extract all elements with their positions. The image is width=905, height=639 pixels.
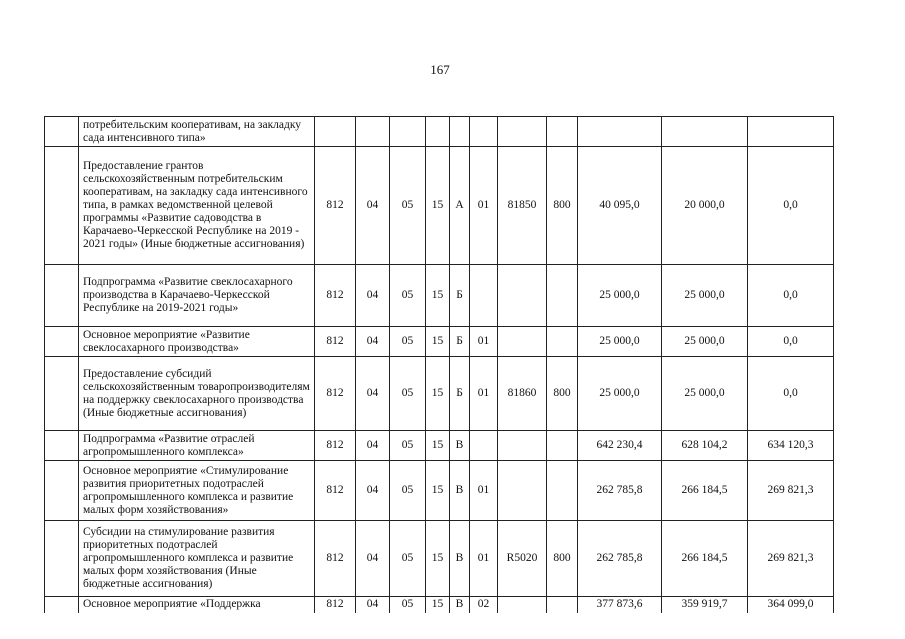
direction-code [498, 117, 547, 147]
program-code: 15 [426, 597, 450, 613]
amount-year-3: 0,0 [748, 327, 834, 357]
ministry-code: 812 [315, 357, 356, 431]
program-code: 15 [426, 265, 450, 327]
amount-year-1 [578, 117, 662, 147]
blank-cell [45, 117, 79, 147]
subprogram-code: А [450, 147, 470, 265]
ministry-code [315, 117, 356, 147]
table-row [45, 327, 834, 357]
program-code: 15 [426, 147, 450, 265]
section-code: 04 [356, 265, 390, 327]
subsection-code: 05 [390, 431, 426, 461]
subsection-code: 05 [390, 327, 426, 357]
program-code: 15 [426, 431, 450, 461]
ministry-code: 812 [315, 521, 356, 597]
subprogram-code: В [450, 597, 470, 613]
amount-year-3: 364 099,0 [748, 597, 834, 613]
table-row [45, 265, 834, 327]
amount-year-2: 628 104,2 [662, 431, 748, 461]
table-row [45, 461, 834, 521]
row-name: Основное мероприятие «Поддержка [79, 597, 315, 613]
direction-code [498, 327, 547, 357]
subsection-code: 05 [390, 521, 426, 597]
amount-year-1: 40 095,0 [578, 147, 662, 265]
section-code [356, 117, 390, 147]
blank-cell [45, 597, 79, 613]
table-row [45, 147, 834, 265]
subprogram-code: В [450, 521, 470, 597]
program-code [426, 117, 450, 147]
expense-type-code [547, 265, 578, 327]
section-code: 04 [356, 147, 390, 265]
table-row [45, 521, 834, 597]
blank-cell [45, 521, 79, 597]
blank-cell [45, 327, 79, 357]
expense-type-code [547, 597, 578, 613]
amount-year-3: 634 120,3 [748, 431, 834, 461]
subprogram-code: В [450, 431, 470, 461]
amount-year-2: 266 184,5 [662, 521, 748, 597]
ministry-code: 812 [315, 327, 356, 357]
subprogram-code: В [450, 461, 470, 521]
ministry-code: 812 [315, 597, 356, 613]
table-row [45, 597, 834, 613]
subprogram-code: Б [450, 357, 470, 431]
amount-year-3 [748, 117, 834, 147]
amount-year-2: 25 000,0 [662, 357, 748, 431]
subsection-code: 05 [390, 147, 426, 265]
expense-type-code [547, 117, 578, 147]
budget-table [44, 116, 834, 613]
program-code: 15 [426, 461, 450, 521]
amount-year-2: 266 184,5 [662, 461, 748, 521]
amount-year-1: 25 000,0 [578, 357, 662, 431]
event-code: 01 [470, 461, 498, 521]
expense-type-code: 800 [547, 147, 578, 265]
subsection-code: 05 [390, 265, 426, 327]
table-row [45, 431, 834, 461]
direction-code [498, 597, 547, 613]
amount-year-2: 25 000,0 [662, 265, 748, 327]
amount-year-1: 377 873,6 [578, 597, 662, 613]
ministry-code: 812 [315, 461, 356, 521]
row-name: потребительским кооперативам, на закладку сада интенсивного типа» [79, 117, 315, 147]
subprogram-code: Б [450, 265, 470, 327]
table-row [45, 117, 834, 147]
ministry-code: 812 [315, 431, 356, 461]
expense-type-code [547, 431, 578, 461]
section-code: 04 [356, 357, 390, 431]
row-name: Предоставление субсидий сельскохозяйственным товаропроизводителям на поддержку свеклосахарного производства (Иные бюджетные ассигнования) [79, 357, 315, 431]
amount-year-3: 0,0 [748, 265, 834, 327]
blank-cell [45, 265, 79, 327]
ministry-code: 812 [315, 265, 356, 327]
event-code: 01 [470, 357, 498, 431]
expense-type-code [547, 461, 578, 521]
expense-type-code [547, 327, 578, 357]
amount-year-3: 269 821,3 [748, 461, 834, 521]
amount-year-1: 25 000,0 [578, 265, 662, 327]
subsection-code [390, 117, 426, 147]
section-code: 04 [356, 431, 390, 461]
amount-year-1: 262 785,8 [578, 461, 662, 521]
subsection-code: 05 [390, 357, 426, 431]
direction-code [498, 431, 547, 461]
subsection-code: 05 [390, 597, 426, 613]
amount-year-2: 359 919,7 [662, 597, 748, 613]
direction-code: 81860 [498, 357, 547, 431]
blank-cell [45, 431, 79, 461]
amount-year-2 [662, 117, 748, 147]
row-name: Предоставление грантов сельскохозяйственным потребительским кооперативам, на закладку сада интенсивного типа, в рамках ведомственной целевой программы «Развитие садоводства в Карачаево-Черкесской Республике на 2019 - 2021 годы» (Иные бюджетные ассигнования) [79, 147, 315, 265]
direction-code: R5020 [498, 521, 547, 597]
table-body [45, 117, 834, 613]
event-code [470, 265, 498, 327]
row-name: Подпрограмма «Развитие свеклосахарного производства в Карачаево-Черкесской Республике на 2019-2021 годы» [79, 265, 315, 327]
row-name: Субсидии на стимулирование развития приоритетных подотраслей агропромышленного комплекса и развитие малых форм хозяйствования (Иные бюджетные ассигнования) [79, 521, 315, 597]
section-code: 04 [356, 327, 390, 357]
amount-year-3: 0,0 [748, 147, 834, 265]
subsection-code: 05 [390, 461, 426, 521]
amount-year-1: 642 230,4 [578, 431, 662, 461]
event-code [470, 117, 498, 147]
event-code: 02 [470, 597, 498, 613]
row-name: Основное мероприятие «Стимулирование развития приоритетных подотраслей агропромышленного комплекса и развитие малых форм хозяйствования» [79, 461, 315, 521]
table-row [45, 357, 834, 431]
ministry-code: 812 [315, 147, 356, 265]
program-code: 15 [426, 521, 450, 597]
subprogram-code: Б [450, 327, 470, 357]
direction-code [498, 265, 547, 327]
event-code: 01 [470, 327, 498, 357]
section-code: 04 [356, 597, 390, 613]
event-code [470, 431, 498, 461]
amount-year-1: 262 785,8 [578, 521, 662, 597]
row-name: Подпрограмма «Развитие отраслей агропромышленного комплекса» [79, 431, 315, 461]
program-code: 15 [426, 357, 450, 431]
amount-year-3: 269 821,3 [748, 521, 834, 597]
amount-year-2: 20 000,0 [662, 147, 748, 265]
blank-cell [45, 461, 79, 521]
section-code: 04 [356, 461, 390, 521]
amount-year-3: 0,0 [748, 357, 834, 431]
row-name: Основное мероприятие «Развитие свеклосахарного производства» [79, 327, 315, 357]
page-number: 167 [430, 62, 450, 77]
event-code: 01 [470, 521, 498, 597]
amount-year-1: 25 000,0 [578, 327, 662, 357]
program-code: 15 [426, 327, 450, 357]
direction-code: 81850 [498, 147, 547, 265]
expense-type-code: 800 [547, 521, 578, 597]
direction-code [498, 461, 547, 521]
section-code: 04 [356, 521, 390, 597]
subprogram-code [450, 117, 470, 147]
blank-cell [45, 357, 79, 431]
expense-type-code: 800 [547, 357, 578, 431]
blank-cell [45, 147, 79, 265]
amount-year-2: 25 000,0 [662, 327, 748, 357]
event-code: 01 [470, 147, 498, 265]
